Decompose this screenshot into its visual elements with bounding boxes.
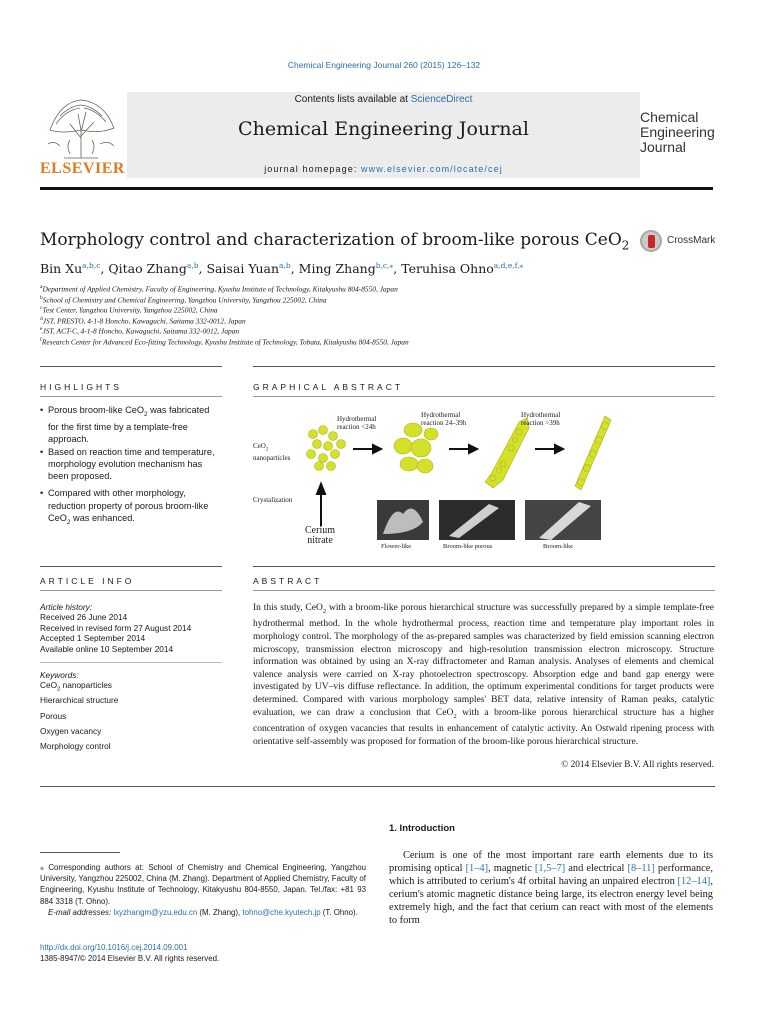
- journal-title: Chemical Engineering Journal: [238, 118, 529, 140]
- arrow-1: [353, 445, 381, 453]
- journal-logo: [640, 110, 750, 155]
- homepage-prefix: journal homepage:: [264, 164, 362, 174]
- highlight-item: [40, 487, 220, 529]
- journal-homepage: [127, 164, 640, 174]
- abstract-text: In this study, CeO: [253, 603, 323, 613]
- author-name[interactable]: Bin Xu: [40, 261, 83, 277]
- ga-porous-caption: Broom-like porous: [443, 543, 493, 550]
- section-divider: [253, 590, 715, 591]
- author-separator: ,: [198, 261, 207, 277]
- citation-link[interactable]: [1–4]: [465, 862, 489, 874]
- affiliation-item: [40, 326, 720, 335]
- elsevier-logo: [40, 94, 125, 180]
- affiliation-text: Test Center, Yangzhou University, Yangzhou 225002, China: [42, 305, 218, 315]
- keyword-item: [40, 695, 118, 710]
- author-affiliation-marker[interactable]: a,b: [279, 261, 291, 270]
- issn-line: 1385-8947/© 2014 Elsevier B.V. All rights reserved.: [40, 954, 220, 964]
- highlight-text: Porous broom-like CeO: [48, 405, 144, 415]
- author-name[interactable]: Saisai Yuan: [206, 261, 280, 277]
- keyword-text: CeO: [40, 680, 58, 691]
- author-separator: ,: [100, 261, 109, 277]
- author-list: [40, 261, 523, 276]
- abstract-subscript: 2: [322, 607, 327, 615]
- graphical-abstract-figure: [253, 404, 715, 556]
- highlights-list: [40, 404, 220, 529]
- abstract-body: [253, 602, 714, 748]
- abstract-copyright: © 2014 Elsevier B.V. All rights reserved.: [561, 760, 714, 770]
- author-separator: ,: [290, 261, 299, 277]
- section-divider: [40, 662, 222, 663]
- author-name[interactable]: Qitao Zhang: [108, 261, 187, 277]
- keywords: [40, 670, 118, 756]
- highlight-text: Based on reaction time and temperature, morphology evolution mechanism has been proposed.: [48, 446, 215, 482]
- author-affiliation-marker[interactable]: b,c,⁎: [375, 261, 394, 270]
- ga-stage2-label-2: reaction 24–39h: [421, 418, 467, 427]
- ga-stage1-label: Hydrothermal: [337, 415, 377, 423]
- author-affiliation-marker[interactable]: a,b,c: [82, 261, 101, 270]
- section-divider: [253, 366, 715, 367]
- homepage-link[interactable]: www.elsevier.com/locate/cej: [361, 164, 503, 174]
- intro-text: performance, which is attributed to cerium's 4f orbital having an unpaired electron: [389, 862, 713, 887]
- article-history: [40, 602, 191, 654]
- abstract-heading: ABSTRACT: [253, 576, 323, 586]
- publisher-name: ELSEVIER: [40, 160, 125, 177]
- history-revised: Received in revised form 27 August 2014: [40, 622, 192, 633]
- porous-broom: [485, 418, 529, 488]
- abstract-subscript: 2: [453, 712, 457, 720]
- affiliation-text: JST, PRESTO, 4-1-8 Honcho, Kawaguchi, Saitama 332-0012, Japan: [42, 315, 246, 325]
- intro-text: Cerium is one of the most important rare earth elements due to its promising optical: [389, 850, 713, 874]
- introduction-body: [389, 850, 713, 927]
- article-history-label: Article history:: [40, 602, 93, 612]
- history-accepted: Accepted 1 September 2014: [40, 633, 146, 644]
- section-divider: [40, 366, 222, 367]
- affiliation-item: [40, 316, 720, 325]
- highlight-text: Compared with other morphology, reduction property of porous broom-like CeO: [48, 488, 209, 524]
- keyword-text: nanoparticles: [60, 680, 112, 691]
- affiliation-marker: b: [40, 294, 43, 301]
- author-affiliation-marker[interactable]: a,d,e,f,⁎: [493, 261, 524, 270]
- crossmark-icon: [640, 230, 662, 252]
- author-name[interactable]: Ming Zhang: [298, 261, 376, 277]
- ga-stage3-label: Hydrothermal: [521, 411, 561, 419]
- crossmark-label: CrossMark: [667, 235, 716, 246]
- article-title-subscript: 2: [621, 238, 630, 253]
- contents-prefix: Contents lists available at: [294, 94, 411, 105]
- intro-text: , magnetic: [488, 862, 535, 874]
- keyword-text: Morphology control: [40, 740, 111, 751]
- contents-line: [127, 94, 640, 105]
- doi-link[interactable]: http://dx.doi.org/10.1016/j.cej.2014.09.001: [40, 943, 188, 952]
- arrow-2: [449, 445, 477, 453]
- citation-link[interactable]: [8–11]: [627, 862, 655, 874]
- footnote-divider: [40, 852, 120, 853]
- intro-text: , cerium's atomic magnetic distance being large, its electron energy level being extremely high, and the fact that cerium can react with most of the elements to form: [389, 875, 713, 926]
- crystalization-arrow: [317, 484, 325, 526]
- introduction-heading: 1. Introduction: [389, 823, 455, 834]
- highlight-text: was enhanced.: [70, 513, 135, 524]
- footnote-text: ⁎ Corresponding authors at: School of Chemistry and Chemical Engineering, Yangzhou University, Yangzhou 225002, China (M. Zhang). Department of Applied Chemistry, Faculty of Engineering, Kyushu Institute of Technology, Kitakyushu 804-8550, Japan. Tel./fax: +81 93 884 3318 (T. Ohno).: [40, 863, 366, 906]
- section-divider: [40, 566, 222, 567]
- article-title: [40, 230, 629, 252]
- affiliation-marker: f: [40, 336, 42, 343]
- ga-stage1-label-2: reaction <24h: [337, 422, 376, 431]
- journal-logo-line: Journal: [640, 139, 686, 155]
- affiliation-text: Research Center for Advanced Eco-fitting Technology, Kyushu Institute of Technology, Tobata, Kitakyushu 804-8550, Japan: [41, 336, 409, 346]
- affiliation-marker: d: [40, 315, 43, 322]
- corresponding-author-note: [40, 862, 366, 918]
- journal-reference[interactable]: Chemical Engineering Journal 260 (2015) 126–132: [287, 60, 481, 70]
- ga-broom-caption: Broom-like: [543, 543, 573, 550]
- nanoparticle-cluster: [307, 426, 346, 471]
- section-divider: [253, 396, 715, 397]
- citation-link[interactable]: [12–14]: [677, 875, 711, 887]
- sciencedirect-link[interactable]: ScienceDirect: [410, 94, 473, 105]
- email-owner: (M. Zhang),: [197, 907, 243, 917]
- keyword-text: Oxygen vacancy: [40, 725, 102, 736]
- affiliation-text: JST, ACT-C, 4-1-8 Honcho, Kawaguchi, Saitama 332-0012, Japan: [42, 326, 240, 336]
- email-link[interactable]: tohno@che.kyutech.jp: [242, 907, 321, 917]
- intro-text: and electrical: [565, 862, 628, 874]
- affiliation-marker: a: [40, 284, 43, 290]
- abstract-text: with a broom-like porous hierarchical structure was successfully prepared by a simple template-free hydrothermal method. In the whole hydrothermal process, reaction time and temperature play important roles in morphology control. The morphology of the as-prepared samples was characterized by field emission scanning electron microscopy, transmission electron microscopy and high-resolution transmission electron microscopy. Structure information was obtained by using an X-ray diffractometer and Raman analysis. Analyses of elements and chemical valence analysis were carried on X-ray photoelectron spectroscopy. Absorption edge and band gap energy were investigated by UV–vis diffuse reflectance. In addition, the optimum experimental conditions for target products were determined. Compared with various morphology samples' BET data, relative intensity of Raman peaks, catalytic evaluation, we can draw a conclusion that CeO: [253, 603, 714, 718]
- ga-cerium-label: Cerium: [305, 525, 335, 536]
- doi-block: [40, 942, 219, 965]
- broom-rod: [575, 416, 611, 490]
- keyword-item: [40, 680, 118, 695]
- article-title-text: Morphology control and characterization of broom-like porous CeO: [40, 230, 622, 250]
- highlight-item: [40, 446, 220, 488]
- keyword-item: [40, 741, 118, 756]
- section-divider: [40, 786, 715, 787]
- history-received: Received 26 June 2014: [40, 612, 128, 623]
- ga-nano-label: CeO: [253, 442, 266, 450]
- keyword-item: [40, 726, 118, 741]
- journal-logo-line: Engineering: [640, 124, 715, 140]
- keyword-text: Hierarchical structure: [40, 695, 119, 706]
- highlight-subscript: 2: [144, 410, 148, 418]
- abstract-text: with a broom-like porous hierarchical structure has a higher concentration of oxygen vacancies that results in enhancement of catalytic activity. An Ostwald ripening process with orientative self-assembly was proposed for formation of the broom-like porous hierarchical structure.: [253, 707, 714, 747]
- ga-flower-caption: Flower-like: [381, 543, 412, 550]
- author-affiliation-marker[interactable]: a,b: [186, 261, 199, 270]
- ga-nano-subscript: 2: [265, 447, 269, 453]
- ga-cerium-label-2: nitrate: [307, 535, 333, 546]
- ga-crystalization-label: Crystalization: [253, 496, 293, 504]
- email-owner: (T. Ohno).: [320, 907, 358, 917]
- keyword-subscript: 2: [57, 687, 61, 694]
- highlight-item: [40, 404, 220, 446]
- header-divider: [40, 187, 713, 190]
- section-divider: [253, 566, 715, 567]
- keyword-item: [40, 711, 118, 726]
- keywords-label: Keywords:: [40, 670, 79, 680]
- email-label: E-mail addresses:: [48, 907, 114, 917]
- section-divider: [40, 396, 222, 397]
- highlight-subscript: 2: [66, 518, 71, 526]
- affiliation-item: [40, 284, 720, 293]
- affiliation-item: [40, 295, 720, 304]
- author-name[interactable]: Teruhisa Ohno: [401, 261, 494, 277]
- journal-logo-line: Chemical: [640, 109, 699, 125]
- affiliation-item: [40, 337, 720, 346]
- affiliation-marker: c: [40, 305, 43, 311]
- section-divider: [40, 590, 222, 591]
- affiliation-item: [40, 305, 720, 314]
- keyword-text: Porous: [40, 710, 67, 721]
- email-link[interactable]: lxyzhangm@yzu.edu.cn: [113, 907, 198, 917]
- highlights-heading: HIGHLIGHTS: [40, 382, 122, 392]
- flower-cluster: [394, 423, 438, 473]
- affiliation-text: School of Chemistry and Chemical Engineering, Yangzhou University, Yangzhou 225002, China: [42, 294, 327, 304]
- affiliation-marker: e: [40, 326, 43, 332]
- highlight-text: was fabricated for the first time by a template-free approach.: [48, 405, 210, 445]
- crossmark-button[interactable]: [640, 230, 720, 256]
- article-info-heading: ARTICLE INFO: [40, 576, 135, 586]
- graphical-abstract-heading: GRAPHICAL ABSTRACT: [253, 382, 404, 392]
- ga-stage2-label: Hydrothermal: [421, 411, 461, 419]
- ga-nano-label-2: nanoparticles: [253, 454, 291, 463]
- ga-stage3-label-2: reaction >39h: [521, 418, 560, 427]
- arrow-3: [535, 445, 563, 453]
- author-separator: ,: [393, 261, 402, 277]
- history-online: Available online 10 September 2014: [40, 643, 174, 654]
- affiliation-text: Department of Applied Chemistry, Faculty of Engineering, Kyushu Institute of Technology, Kitakyushu 804-8550, Japan: [42, 284, 398, 294]
- citation-link[interactable]: [1,5–7]: [534, 862, 566, 874]
